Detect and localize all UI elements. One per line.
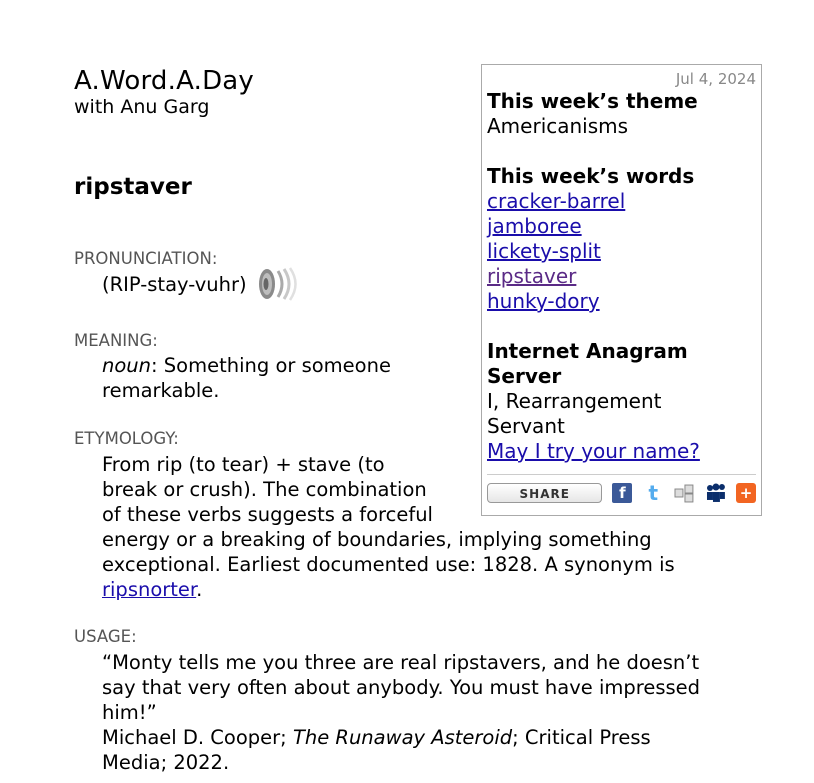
anagram-heading-line2: Server [487, 364, 562, 388]
sidebar-date: Jul 4, 2024 [675, 70, 756, 88]
word-link-lickety-split[interactable]: lickety-split [487, 239, 601, 263]
anagram-example-line2: Servant [487, 414, 565, 438]
etymology-line: From rip (to tear) + stave (to [102, 453, 385, 476]
myspace-icon[interactable] [705, 483, 725, 503]
meaning-definition: : Something or someone remarkable. [102, 354, 391, 402]
pronunciation-label: PRONUNCIATION: [74, 249, 218, 268]
word-link-jamboree[interactable]: jamboree [487, 214, 582, 238]
etymology-end: . [196, 578, 203, 601]
anagram-example-line1: I, Rearrangement [487, 389, 662, 413]
usage-quote-line: him!” [102, 701, 157, 724]
etymology-line-last [102, 577, 782, 602]
anagram-heading-line1: Internet Anagram [487, 339, 688, 363]
sidebar-divider [487, 474, 756, 475]
site-title[interactable]: A.Word.A.Day [74, 66, 255, 96]
anagram-link[interactable]: May I try your name? [487, 439, 700, 463]
synonym-link[interactable]: ripsnorter [102, 578, 197, 601]
usage-quote-line: say that very often about anybody. You must have impressed [102, 676, 701, 699]
pronunciation-row [102, 266, 301, 302]
pronunciation-text: (RIP-stay-vuhr) [102, 272, 247, 296]
etymology-label: ETYMOLOGY: [74, 429, 179, 448]
site-subtitle: with Anu Garg [74, 96, 210, 118]
words-list [487, 189, 756, 314]
theme-name: Americanisms [487, 114, 629, 138]
etymology-line: exceptional. Earliest documented use: 1828. A synonym is [102, 553, 675, 576]
share-row [487, 483, 756, 503]
digg-icon[interactable] [674, 483, 694, 503]
usage-year: Media; 2022. [102, 751, 230, 774]
usage-body [102, 650, 792, 775]
word-link-hunky-dory[interactable]: hunky-dory [487, 289, 600, 313]
usage-author: Michael D. Cooper; [102, 726, 293, 749]
usage-label: USAGE: [74, 627, 137, 646]
words-heading: This week’s words [487, 164, 695, 188]
usage-publisher: ; Critical Press [512, 726, 651, 749]
word-link-ripstaver[interactable]: ripstaver [487, 264, 577, 288]
etymology-line: energy or a breaking of boundaries, implying something [102, 528, 652, 551]
usage-quote-line: “Monty tells me you three are real ripstavers, and he doesn’t [102, 651, 700, 674]
word-heading: ripstaver [74, 174, 192, 200]
sidebar-box [481, 64, 762, 516]
etymology-line: break or crush). The combination [102, 478, 427, 501]
etymology-line: of these verbs suggests a forceful [102, 503, 433, 526]
meaning-label: MEANING: [74, 331, 158, 350]
word-link-cracker-barrel[interactable]: cracker-barrel [487, 189, 626, 213]
share-button[interactable]: SHARE [487, 483, 602, 503]
twitter-icon[interactable]: t [643, 483, 663, 503]
usage-book-title: The Runaway Asteroid [292, 726, 513, 749]
part-of-speech: noun [102, 354, 152, 377]
meaning-body [102, 353, 432, 403]
usage-citation [102, 725, 792, 750]
theme-heading: This week’s theme [487, 89, 698, 113]
site-brand [74, 66, 254, 118]
facebook-icon[interactable]: f [612, 483, 632, 503]
addthis-plus-icon[interactable]: + [736, 483, 756, 503]
speaker-icon[interactable] [253, 266, 301, 302]
